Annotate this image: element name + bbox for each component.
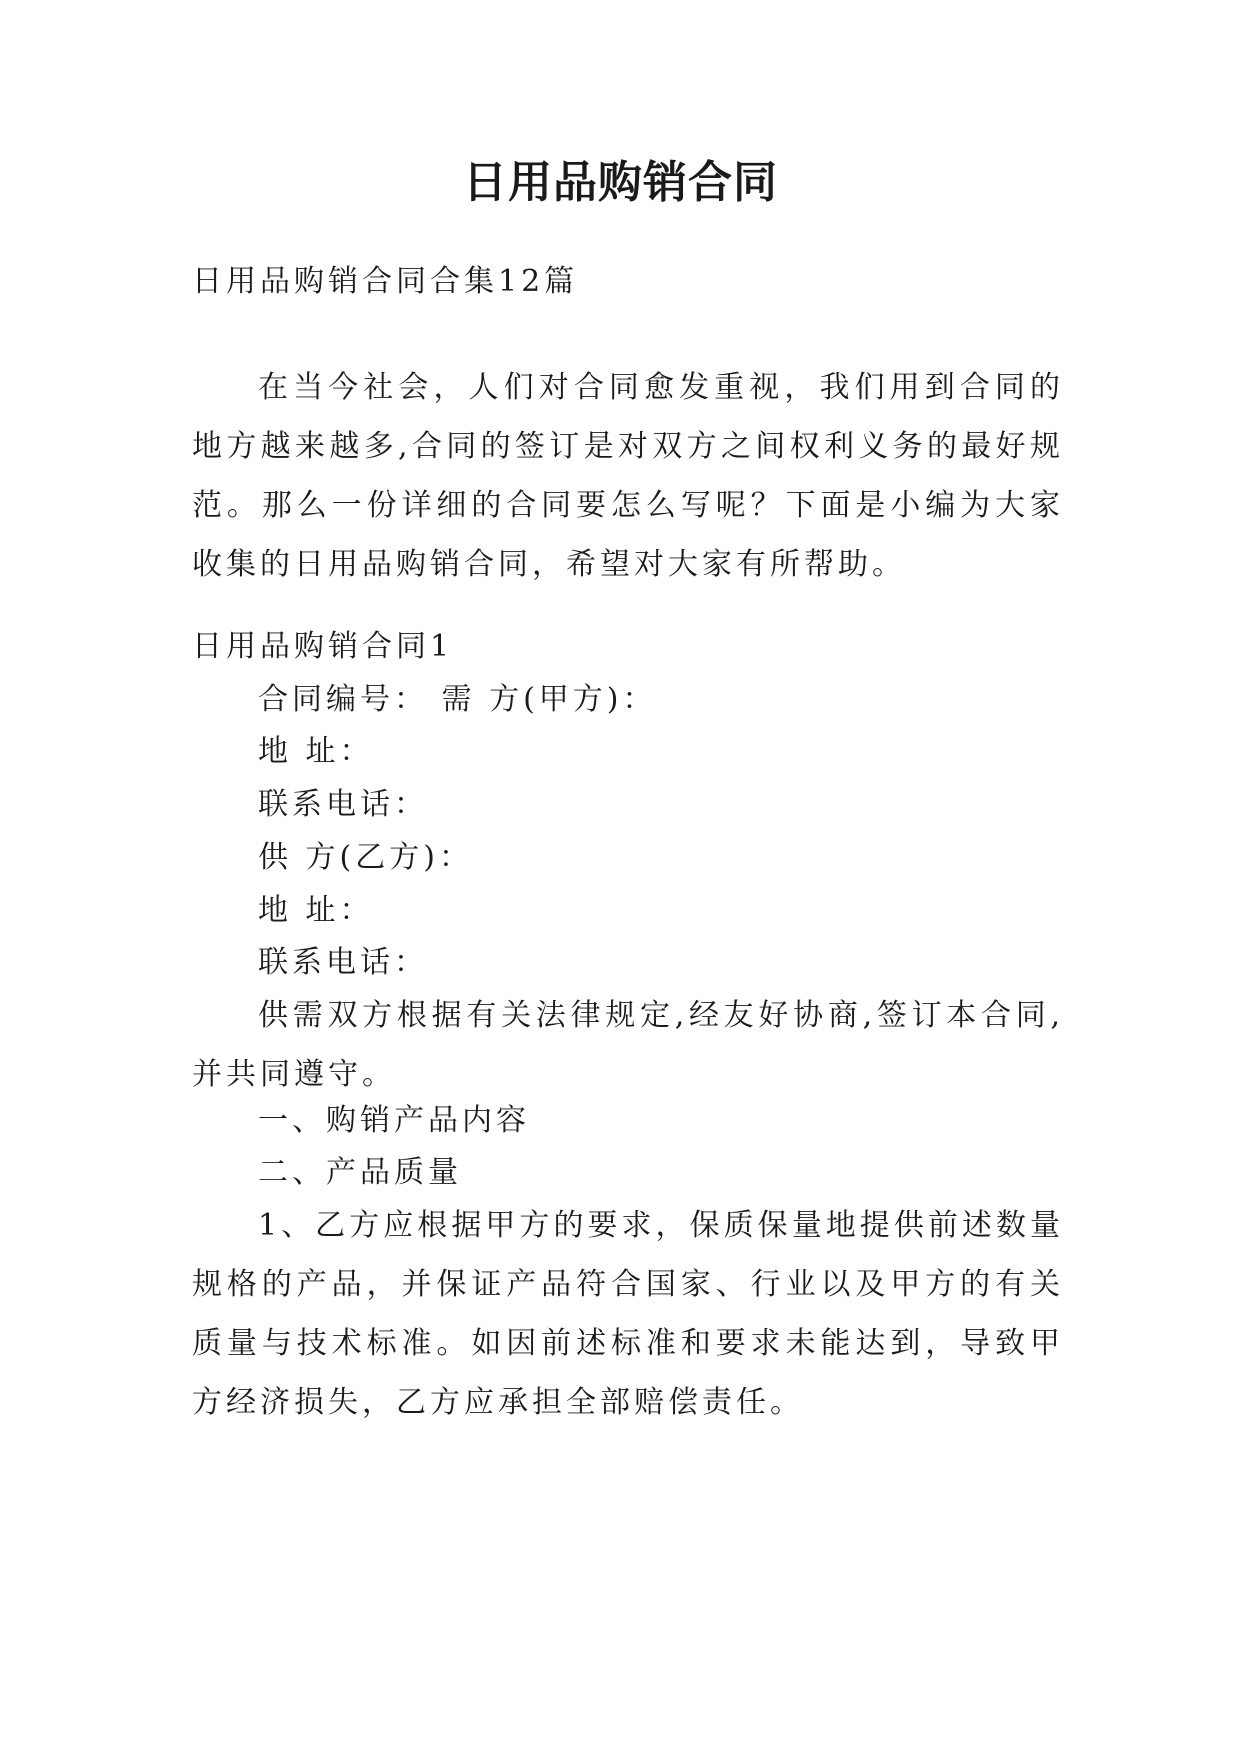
clause-product-quality: 二、产品质量 (258, 1155, 462, 1190)
section-heading: 日用品购销合同1 (192, 629, 454, 664)
contract-number-line: 合同编号： 需 方(甲方)： (258, 682, 657, 717)
document-title: 日用品购销合同 (463, 157, 778, 208)
buyer-phone-line: 联系电话： (258, 787, 428, 822)
seller-line: 供 方(乙方)： (258, 840, 473, 875)
seller-address-line: 地 址： (258, 893, 374, 928)
intro-paragraph: 在当今社会，人们对合同愈发重视，我们用到合同的地方越来越多,合同的签订是对双方之间权利义务的最好规范。那么一份详细的合同要怎么写呢？下面是小编为大家收集的日用品购销合同，希望对大家有所帮助。 (192, 370, 1064, 582)
quality-paragraph: 1、乙方应根据甲方的要求，保质保量地提供前述数量规格的产品，并保证产品符合国家、行业以及甲方的有关质量与技术标准。如因前述标准和要求未能达到，导致甲方经济损失，乙方应承担全部赔偿责任。 (192, 1208, 1064, 1420)
agreement-paragraph: 供需双方根据有关法律规定,经友好协商,签订本合同,并共同遵守。 (192, 998, 1064, 1092)
clause-product-content: 一、购销产品内容 (258, 1103, 530, 1138)
collection-subtitle: 日用品购销合同合集12篇 (192, 264, 579, 299)
buyer-address-line: 地 址： (258, 734, 374, 769)
seller-phone-line: 联系电话： (258, 945, 428, 980)
